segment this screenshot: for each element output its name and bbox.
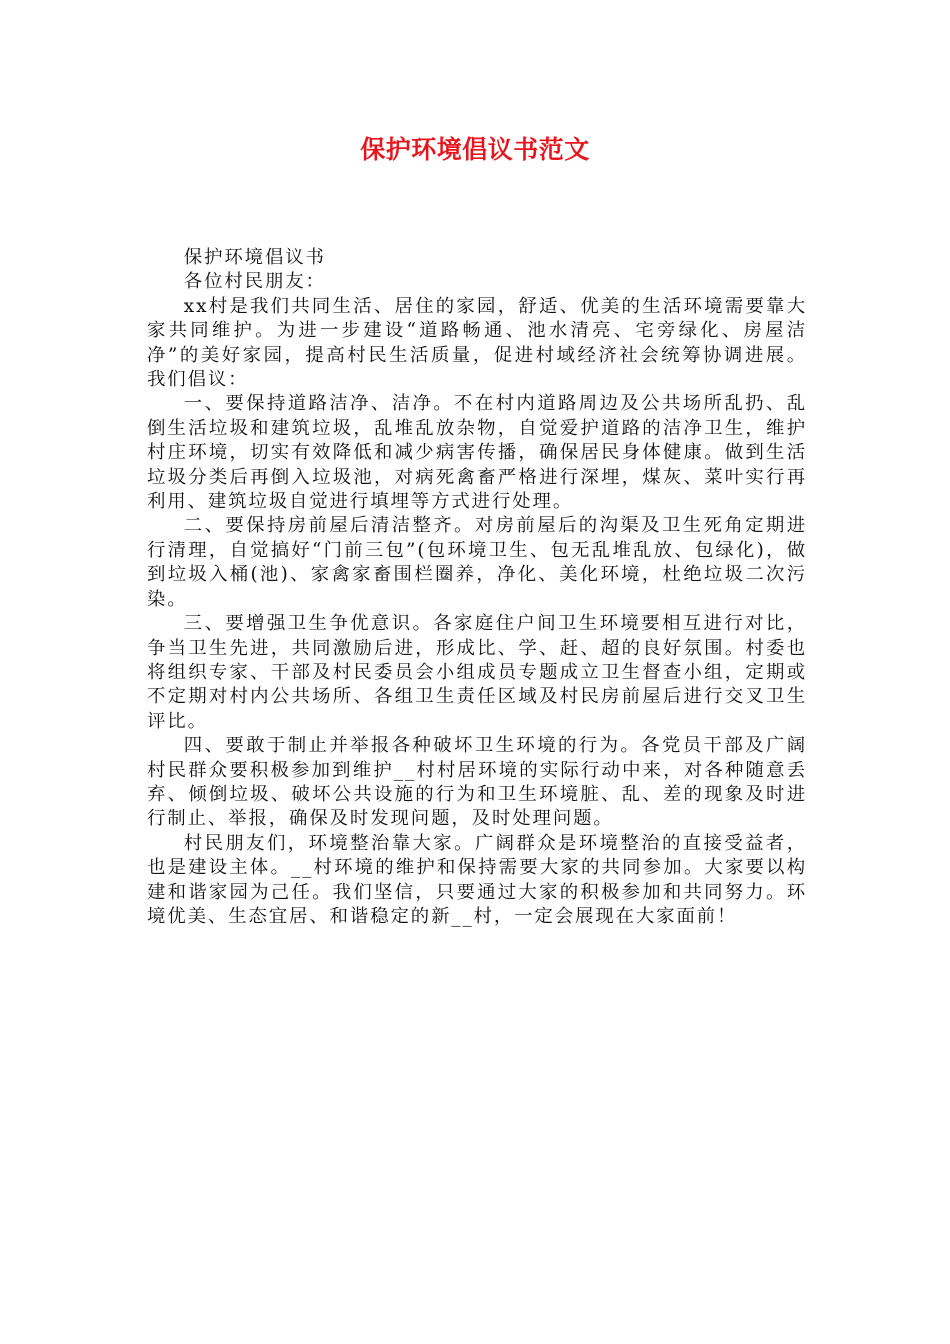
paragraph-item-4: 四、要敢于制止并举报各种破坏卫生环境的行为。各党员干部及广阔村民群众要积极参加到维护__村村居环境的实际行动中来，对各种随意丢弃、倾倒垃圾、破坏公共设施的行为和卫生环境脏、乱、差的现象及时进行制止、举报，确保及时发现问题，及时处理问题。 <box>147 735 807 830</box>
paragraph-item-3: 三、要增强卫生争优意识。各家庭住户间卫生环境要相互进行对比，争当卫生先进，共同激励后进，形成比、学、赶、超的良好氛围。村委也将组织专家、干部及村民委员会小组成员专题成立卫生督查小组，定期或不定期对村内公共场所、各组卫生责任区域及村民房前屋后进行交叉卫生评比。 <box>147 613 807 732</box>
paragraph-item-2: 二、要保持房前屋后清洁整齐。对房前屋后的沟渠及卫生死角定期进行清理，自觉搞好“门前三包”(包环境卫生、包无乱堆乱放、包绿化)，做到垃圾入桶(池)、家禽家畜围栏圈养，净化、美化环境，杜绝垃圾二次污染。 <box>147 515 807 610</box>
paragraph-intro: xx村是我们共同生活、居住的家园，舒适、优美的生活环境需要靠大家共同维护。为进一步建设“道路畅通、池水清亮、宅旁绿化、房屋洁净”的美好家园，提高村民生活质量，促进村域经济社会统筹协调进展。我们倡议： <box>147 295 807 391</box>
document-body <box>147 246 807 929</box>
paragraph-closing: 村民朋友们，环境整治靠大家。广阔群众是环境整治的直接受益者，也是建设主体。__村环境的维护和保持需要大家的共同参加。大家要以构建和谐家园为己任。我们坚信，只要通过大家的积极参加和共同努力。环境优美、生态宜居、和谐稳定的新__村，一定会展现在大家面前！ <box>147 832 807 927</box>
paragraph-item-1: 一、要保持道路洁净、洁净。不在村内道路周边及公共场所乱扔、乱倒生活垃圾和建筑垃圾，乱堆乱放杂物，自觉爱护道路的洁净卫生，维护村庄环境，切实有效降低和减少病害传播，确保居民身体健康。做到生活垃圾分类后再倒入垃圾池，对病死禽畜严格进行深埋，煤灰、菜叶实行再利用、建筑垃圾自觉进行填埋等方式进行处理。 <box>147 393 807 513</box>
paragraph-heading: 保护环境倡议书 <box>183 247 326 268</box>
document-title: 保护环境倡议书范文 <box>360 135 590 164</box>
paragraph-salutation: 各位村民朋友： <box>183 271 326 293</box>
